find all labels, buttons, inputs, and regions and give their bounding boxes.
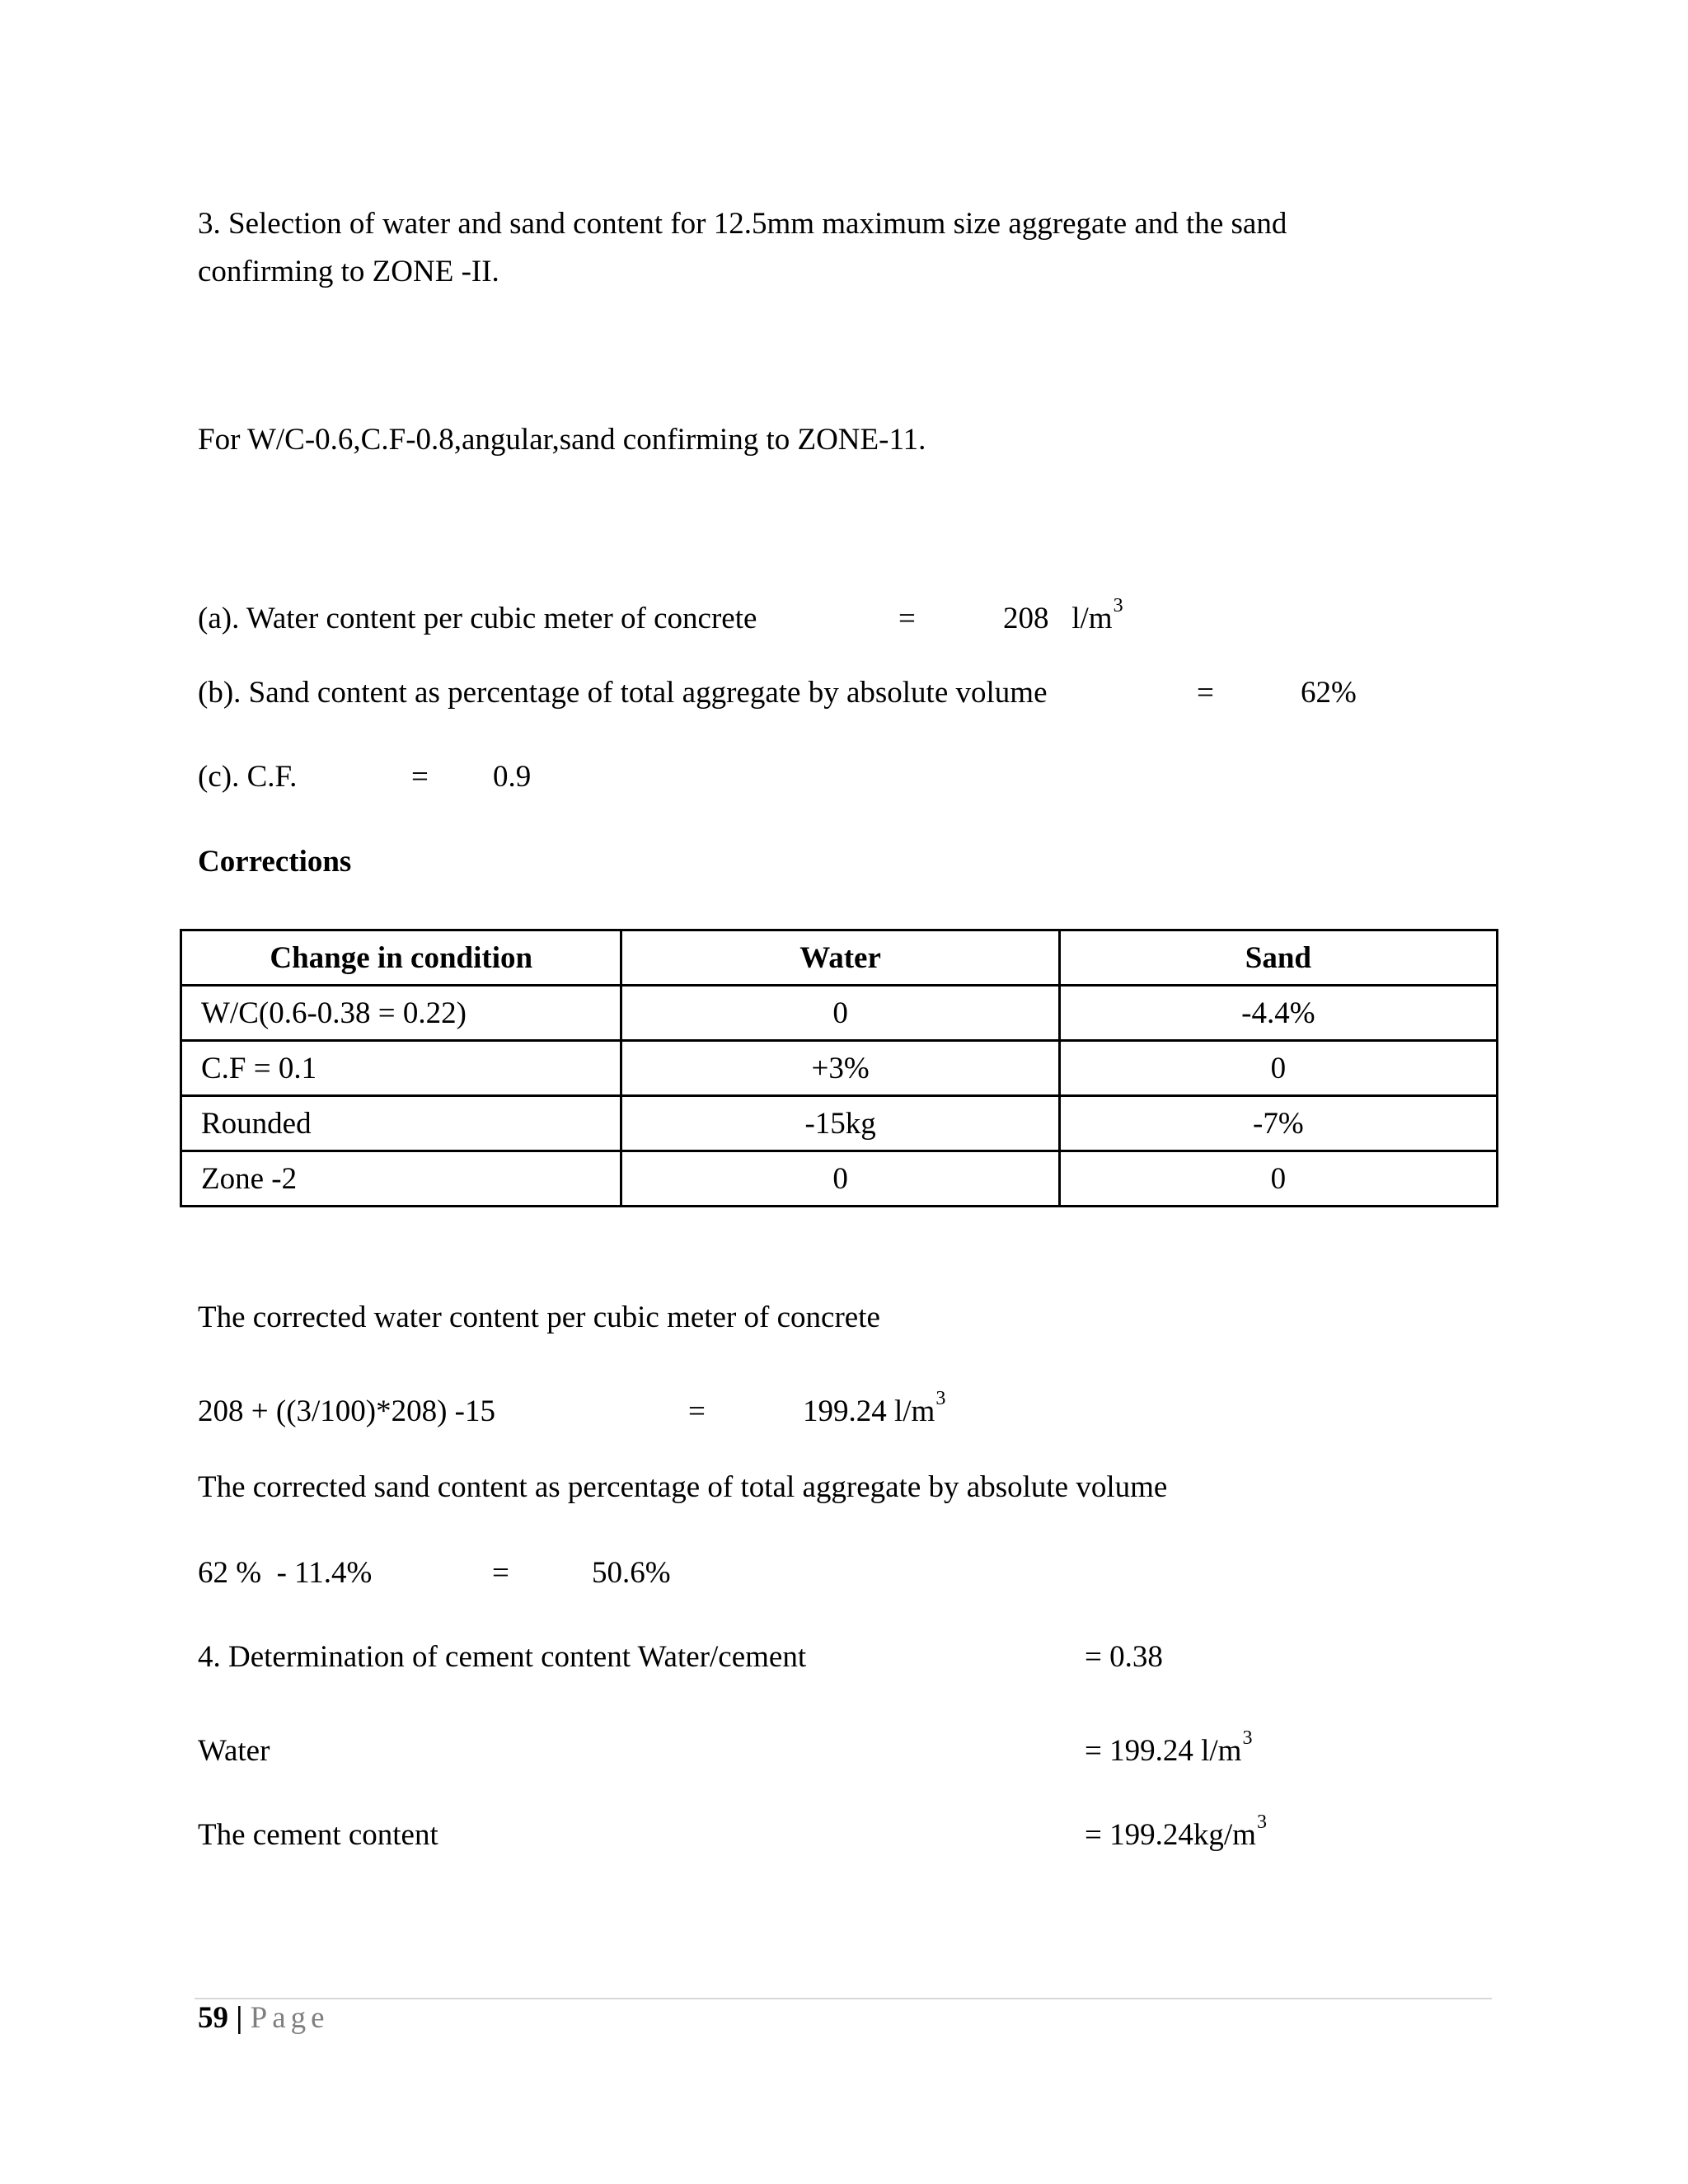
item-a-value — [1003, 595, 1123, 635]
corrected-water-result-value: 199.24 l/m — [803, 1394, 935, 1428]
corrected-water-result-sup: 3 — [935, 1388, 946, 1409]
section-4-label: 4. Determination of cement content Water/cement — [198, 1640, 807, 1674]
section-3-line-2: confirming to ZONE -II. — [198, 255, 499, 288]
page-footer — [198, 2003, 330, 2033]
table-row — [181, 1041, 1498, 1096]
cement-content-value-sup: 3 — [1256, 1811, 1267, 1833]
corrections-table — [180, 929, 1498, 1207]
item-a-equals: = — [898, 602, 916, 635]
cement-content-value-text: = 199.24kg/m — [1085, 1818, 1256, 1852]
cell-water: +3% — [621, 1041, 1059, 1096]
cell-condition: W/C(0.6-0.38 = 0.22) — [181, 986, 621, 1041]
water-value — [1085, 1727, 1253, 1768]
header-sand: Sand — [1059, 930, 1497, 986]
cell-sand: -4.4% — [1059, 986, 1497, 1041]
corrected-water-result — [803, 1388, 946, 1428]
cell-condition: Zone -2 — [181, 1151, 621, 1207]
table-row — [181, 1096, 1498, 1151]
page-word: Page — [250, 2001, 330, 2035]
conditions-text: For W/C-0.6,C.F-0.8,angular,sand confirming to ZONE-11. — [198, 423, 926, 457]
cell-condition: Rounded — [181, 1096, 621, 1151]
corrected-sand-label: The corrected sand content as percentage of total aggregate by absolute volume — [198, 1470, 1168, 1504]
item-a-number: 208 — [1003, 602, 1049, 635]
corrected-sand-result: 50.6% — [592, 1556, 671, 1590]
cell-sand: 0 — [1059, 1041, 1497, 1096]
cell-sand: -7% — [1059, 1096, 1497, 1151]
item-b-equals: = — [1197, 676, 1214, 710]
corrected-sand-equals: = — [492, 1556, 509, 1590]
page-number: 59 — [198, 2001, 228, 2035]
cement-content-label: The cement content — [198, 1818, 438, 1852]
item-b-value: 62% — [1301, 676, 1357, 710]
page-separator: | — [236, 2001, 243, 2035]
water-value-sup: 3 — [1242, 1727, 1253, 1749]
item-c-label: (c). C.F. — [198, 760, 298, 794]
corrections-heading: Corrections — [198, 845, 352, 879]
water-label: Water — [198, 1734, 270, 1768]
item-a-unit: l/m — [1071, 602, 1113, 635]
item-b-label: (b). Sand content as percentage of total aggregate by absolute volume — [198, 676, 1048, 710]
item-c-value: 0.9 — [493, 760, 532, 794]
cell-condition: C.F = 0.1 — [181, 1041, 621, 1096]
section-4-value: = 0.38 — [1085, 1640, 1163, 1674]
corrected-sand-expression: 62 % - 11.4% — [198, 1556, 373, 1590]
corrected-water-label: The corrected water content per cubic meter of concrete — [198, 1301, 880, 1334]
cell-sand: 0 — [1059, 1151, 1497, 1207]
cement-content-value — [1085, 1811, 1267, 1852]
table-row — [181, 986, 1498, 1041]
water-value-text: = 199.24 l/m — [1085, 1734, 1242, 1768]
table-header-row — [181, 930, 1498, 986]
footer-rule — [195, 1998, 1492, 1999]
cell-water: 0 — [621, 1151, 1059, 1207]
corrected-water-equals: = — [688, 1394, 706, 1428]
item-a-label: (a). Water content per cubic meter of concrete — [198, 602, 757, 635]
header-water: Water — [621, 930, 1059, 986]
table-row — [181, 1151, 1498, 1207]
header-change-in-condition: Change in condition — [181, 930, 621, 986]
item-a-unit-sup: 3 — [1113, 595, 1123, 616]
item-c-equals: = — [411, 760, 429, 794]
cell-water: 0 — [621, 986, 1059, 1041]
section-3-line-1: 3. Selection of water and sand content for 12.5mm maximum size aggregate and the sand — [198, 207, 1287, 241]
cell-water: -15kg — [621, 1096, 1059, 1151]
corrected-water-expression: 208 + ((3/100)*208) -15 — [198, 1394, 496, 1428]
